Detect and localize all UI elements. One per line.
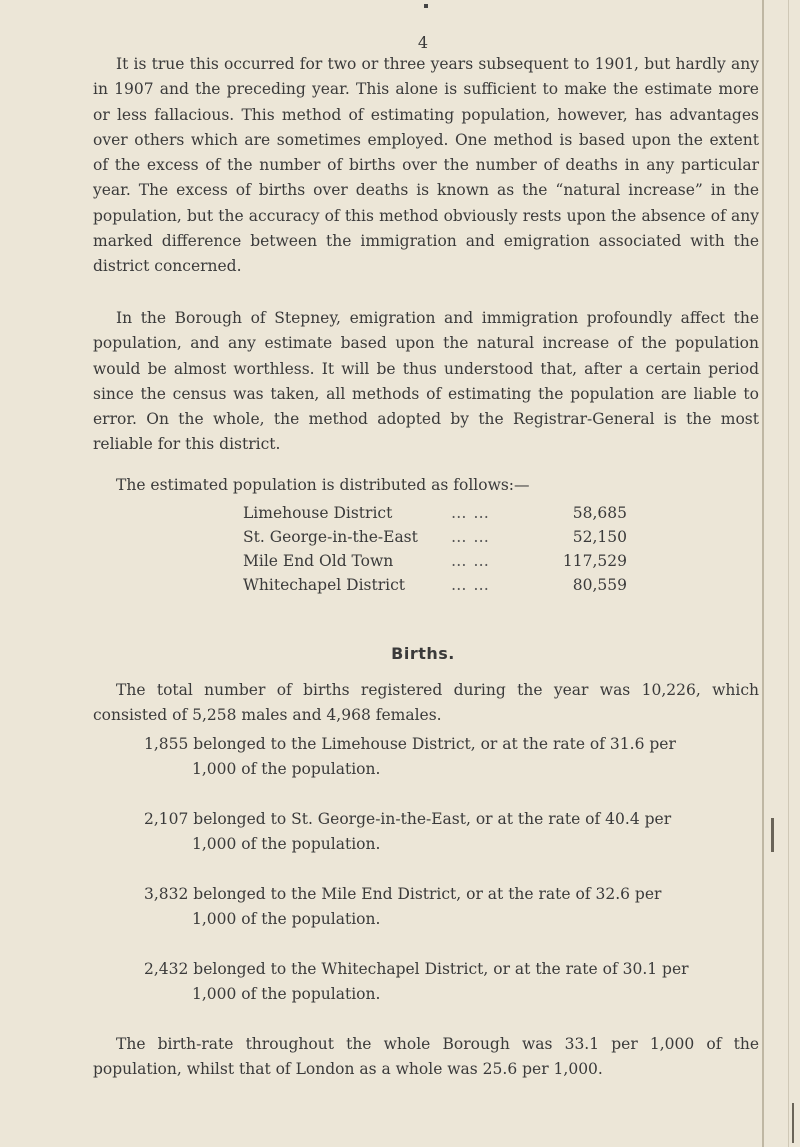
district-name: Whitechapel District [243,576,406,594]
district-population: 52,150 [572,528,627,546]
birth-entry-st-george [144,807,752,857]
leader-dots: … … [451,528,490,546]
entry-line: 3,832 belonged to the Mile End District, or at the rate of 32.6 per [144,885,662,903]
table-row [243,528,627,552]
births-heading: Births. [391,644,455,663]
page-edge-shadow [762,0,764,1147]
district-population: 117,529 [562,552,627,570]
entry-line: 2,107 belonged to St. George-in-the-East, or at the rate of 40.4 per [144,810,672,828]
entry-line: 2,432 belonged to the Whitechapel District, or at the rate of 30.1 per [144,960,689,978]
entry-line-continued: 1,000 of the population. [192,910,381,928]
district-name: Mile End Old Town [243,552,394,570]
table-row [243,576,627,600]
entry-line-continued: 1,000 of the population. [192,835,381,853]
birth-entry-mile-end [144,882,752,932]
paragraph-stepney-migration: In the Borough of Stepney, emigration and immigration profoundly affect the population, and any estimate based upon the natural increase of the population would be almost worthless. It will be thus understood that, after a certain period since the census was taken, all methods of estimating the population are liable to error. On the whole, the method adopted by the Registrar-General is the most reliable for this district. [93,309,759,454]
population-table [243,504,627,600]
births-summary: The total number of births registered during the year was 10,226, which consisted of 5,258 males and 4,968 females. [93,681,759,725]
leader-dots: … … [451,576,490,594]
leader-dots: … … [451,552,490,570]
district-name: Limehouse District [243,504,393,522]
birth-entry-limehouse [144,732,752,782]
table-row [243,552,627,576]
entry-line-continued: 1,000 of the population. [192,985,381,1003]
entry-line-continued: 1,000 of the population. [192,760,381,778]
page-number: 4 [417,33,429,52]
leader-dots: … … [451,504,490,522]
district-name: St. George-in-the-East [243,528,418,546]
district-population: 80,559 [572,576,627,594]
page-edge-shadow [788,0,789,1147]
binding-mark [792,1103,794,1143]
table-row [243,504,627,528]
population-intro: The estimated population is distributed as follows:— [116,476,530,494]
entry-line: 1,855 belonged to the Limehouse District, or at the rate of 31.6 per [144,735,676,753]
ink-speck [424,4,428,8]
birth-entry-whitechapel [144,957,752,1007]
binding-mark [771,818,774,852]
paragraph-estimation-method: It is true this occurred for two or three years subsequent to 1901, but hardly any in 1907 and the preceding year. This alone is sufficient to make the estimate more or less fallacious. This method of estimating population, however, has advantages over others which are sometimes employed. One method is based upon the extent of the excess of the number of births over the number of deaths in any particular year. The excess of births over deaths is known as the “natural increase” in the population, but the accuracy of this method obviously rests upon the absence of any marked difference between the immigration and emigration associated with the district concerned. [93,55,759,276]
district-population: 58,685 [572,504,627,522]
births-conclusion: The birth-rate throughout the whole Borough was 33.1 per 1,000 of the population, whilst that of London as a whole was 25.6 per 1,000. [93,1035,759,1079]
